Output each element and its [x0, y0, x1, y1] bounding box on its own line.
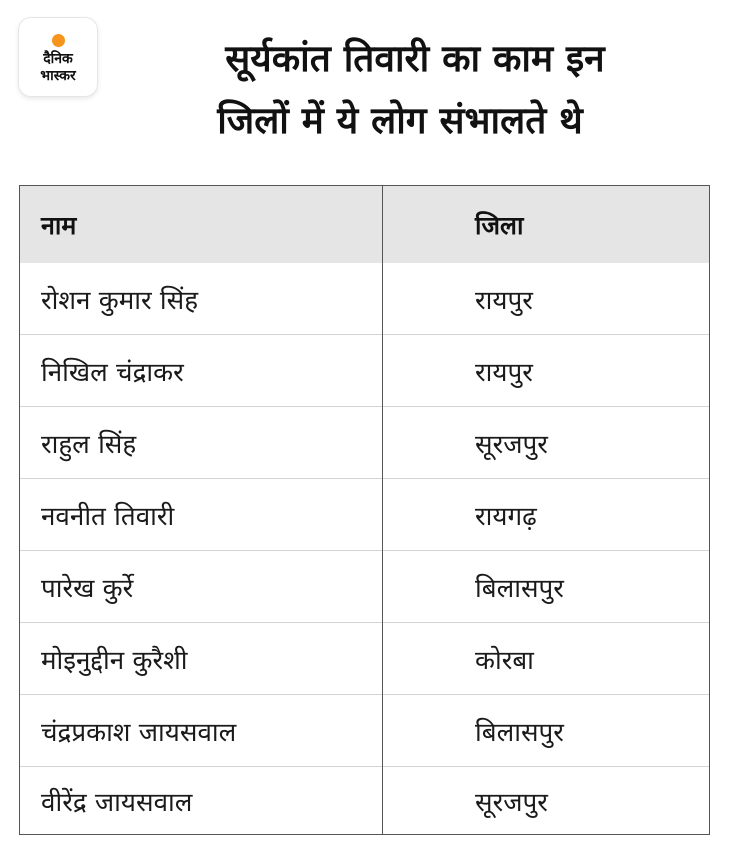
name-cell: राहुल सिंह — [41, 429, 137, 460]
table-row — [20, 335, 709, 407]
district-cell: बिलासपुर — [475, 717, 564, 748]
header-name: नाम — [41, 210, 77, 240]
name-cell: चंद्रप्रकाश जायसवाल — [41, 717, 237, 748]
name-cell: नवनीत तिवारी — [41, 501, 175, 532]
table-row — [20, 263, 709, 335]
table-row — [20, 623, 709, 695]
district-cell: बिलासपुर — [475, 573, 564, 604]
logo-text-line2: भास्कर — [40, 68, 76, 84]
table-row — [20, 479, 709, 551]
title-line2: जिलों में ये लोग संभालते थे — [217, 99, 583, 142]
table-row — [20, 695, 709, 767]
district-cell: रायपुर — [475, 285, 533, 316]
page-title — [100, 28, 730, 152]
logo-text-line1: दैनिक — [43, 51, 73, 67]
name-cell: पारेख कुर्रे — [41, 573, 134, 604]
header-district: जिला — [475, 210, 524, 240]
table-row — [20, 551, 709, 623]
district-cell: सूरजपुर — [475, 787, 548, 818]
name-cell: रोशन कुमार सिंह — [41, 285, 199, 316]
title-line1: सूर्यकांत तिवारी का काम इन — [225, 37, 605, 80]
sun-icon — [52, 34, 65, 47]
name-cell: मोइनुद्दीन कुरैशी — [41, 645, 188, 676]
district-cell: सूरजपुर — [475, 429, 548, 460]
district-cell: कोरबा — [475, 645, 534, 676]
district-cell: रायपुर — [475, 357, 533, 388]
table-row — [20, 407, 709, 479]
column-divider — [382, 186, 383, 834]
district-cell: रायगढ़ — [475, 501, 537, 532]
table-header-row — [20, 186, 709, 263]
district-table — [19, 185, 710, 835]
table-row — [20, 767, 709, 834]
dainik-bhaskar-logo — [19, 18, 97, 96]
name-cell: निखिल चंद्राकर — [41, 357, 184, 388]
name-cell: वीरेंद्र जायसवाल — [41, 787, 193, 818]
